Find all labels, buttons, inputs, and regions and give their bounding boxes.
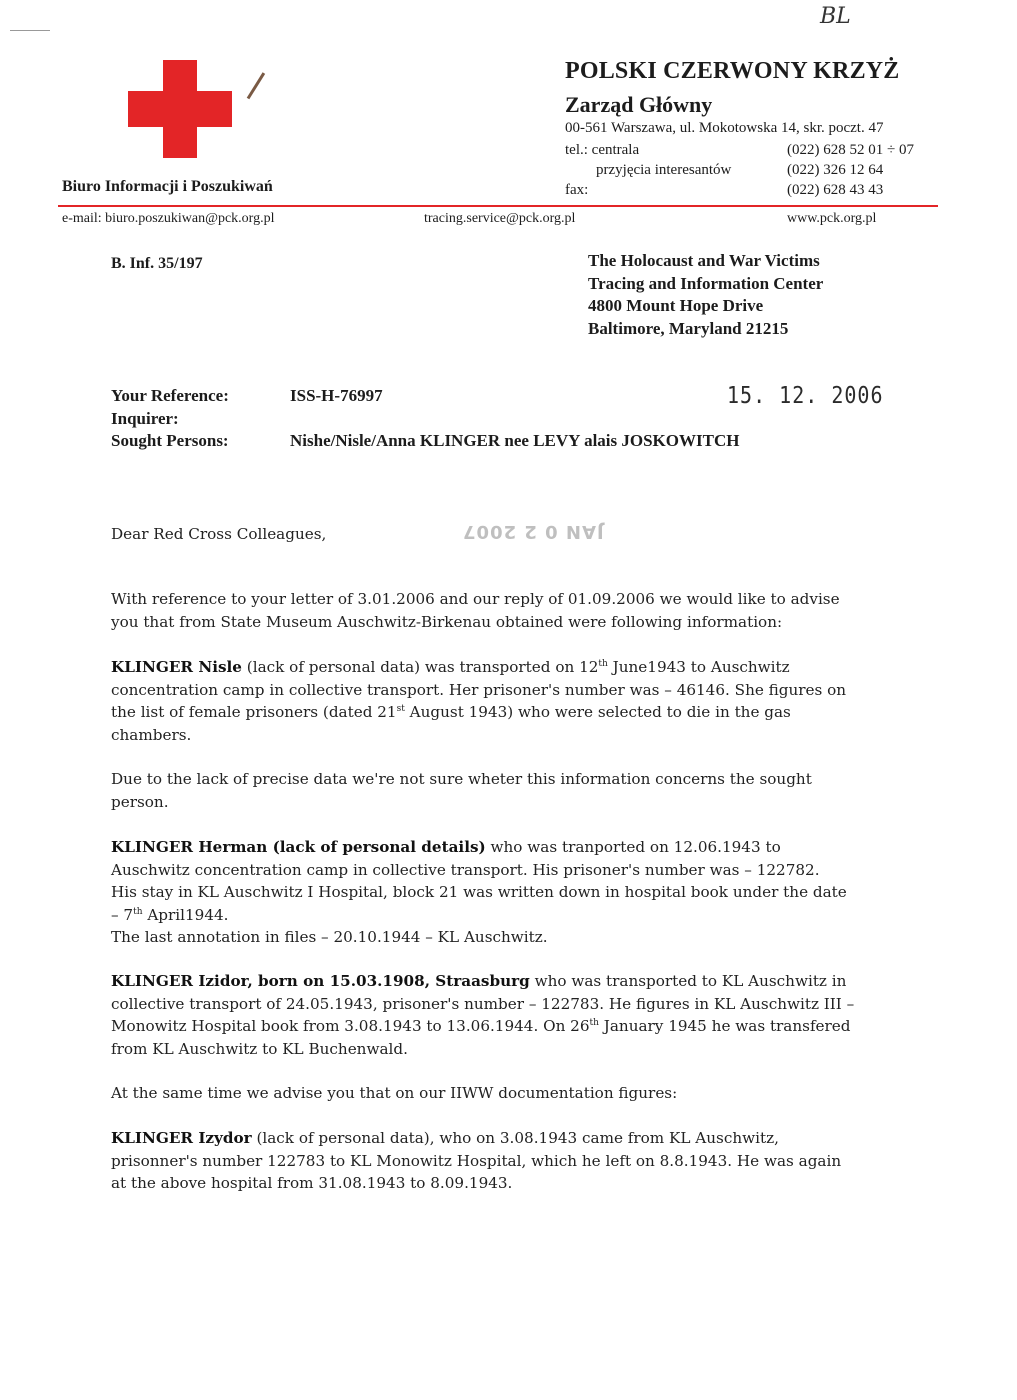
department-name: Zarząd Główny	[565, 92, 713, 117]
text-span: April1944.	[142, 905, 229, 924]
sought-persons-value: Nishe/Nisle/Anna KLINGER nee LEVY alais JOSKOWITCH	[290, 431, 740, 450]
website: www.pck.org.pl	[787, 211, 877, 226]
paragraph-klinger-izidor	[111, 970, 876, 1060]
letter-reference-number: B. Inf. 35/197	[111, 255, 203, 272]
ordinal-suffix: st	[396, 704, 405, 715]
text-line	[111, 970, 876, 993]
person-name: KLINGER Herman (lack of personal details)	[111, 838, 486, 856]
text-line	[111, 836, 876, 859]
text-line: concentration camp in collective transport. Her prisoner's number was – 46146. She figures on	[111, 680, 847, 699]
tracing-email: tracing.service@pck.org.pl	[424, 211, 576, 226]
recipient-line: 4800 Mount Hope Drive	[588, 296, 764, 315]
text-span: who was tranported on 12.06.1943 to	[485, 838, 781, 856]
recipient-line: Baltimore, Maryland 21215	[588, 318, 789, 338]
your-reference-label: Your Reference:	[111, 386, 229, 405]
ordinal-suffix: th	[133, 906, 143, 917]
postal-address: 00-561 Warszawa, ul. Mokotowska 14, skr. poczt. 47	[565, 120, 884, 136]
text-line: from KL Auschwitz to KL Buchenwald.	[111, 1039, 408, 1058]
logo-pen-stroke	[247, 72, 265, 99]
text-span: (lack of personal data) was transported on 12	[246, 658, 599, 676]
text-line: With reference to your letter of 3.01.2006 and our reply of 01.09.2006 we would like to advise	[111, 590, 840, 608]
contact-value-visitors: (022) 326 12 64	[787, 162, 884, 178]
text-span: Monowitz Hospital book from 3.08.1943 to 13.06.1944. On 26	[111, 1017, 590, 1036]
ordinal-suffix: th	[589, 1018, 599, 1029]
organization-name: POLSKI CZERWONY KRZYŻ	[565, 58, 900, 84]
person-name: KLINGER Nisle	[111, 658, 242, 676]
text-line	[111, 1015, 876, 1038]
paragraph-klinger-herman	[111, 836, 876, 949]
text-line: prisonner's number 122783 to KL Monowitz Hospital, which he left on 8.8.1943. He was again	[111, 1151, 842, 1170]
text-line: His stay in KL Auschwitz I Hospital, block 21 was written down in hospital book under the date	[111, 883, 847, 902]
text-line: The last annotation in files – 20.10.1944 – KL Auschwitz.	[111, 928, 548, 947]
text-span: January 1945 he was transfered	[598, 1017, 851, 1036]
received-stamp: JAN 0 2 2007	[462, 521, 604, 542]
scan-edge-mark	[10, 30, 50, 31]
recipient-line: Tracing and Information Center	[588, 273, 824, 293]
text-span: who was transported to KL Auschwitz in	[529, 972, 847, 990]
paragraph-klinger-izydor	[111, 1127, 876, 1195]
text-line: At the same time we advise you that on our IIWW documentation figures:	[111, 1084, 678, 1102]
paragraph-uncertainty	[111, 768, 876, 813]
paragraph-documentation	[111, 1082, 876, 1105]
text-line: Due to the lack of precise data we're not sure wheter this information concerns the sought	[111, 770, 812, 788]
contact-value-fax: (022) 628 43 43	[787, 182, 884, 198]
text-line: person.	[111, 792, 169, 811]
margin-handwritten-mark: BL	[820, 4, 851, 29]
letterhead-divider	[58, 205, 938, 207]
your-reference-value: ISS-H-76997	[290, 386, 383, 405]
date-stamp: 15. 12. 2006	[727, 381, 884, 409]
text-line: collective transport of 24.05.1943, prisoner's number – 122783. He figures in KL Auschwitz III –	[111, 994, 855, 1013]
person-name: KLINGER Izidor, born on 15.03.1908, Straasburg	[111, 972, 530, 990]
text-line	[111, 904, 876, 927]
email-address: e-mail: biuro.poszukiwan@pck.org.pl	[62, 211, 275, 226]
inquirer-label: Inquirer:	[111, 409, 179, 428]
text-span: August 1943) who were selected to die in the gas	[404, 703, 791, 722]
salutation: Dear Red Cross Colleagues,	[111, 525, 327, 543]
text-span: – 7	[111, 905, 134, 924]
red-cross-logo-horizontal	[128, 91, 232, 127]
contact-label-visitors: przyjęcia interesantów	[596, 162, 732, 178]
text-span: June1943 to Auschwitz	[607, 658, 790, 676]
sought-persons-label: Sought Persons:	[111, 431, 229, 450]
office-name: Biuro Informacji i Poszukiwań	[62, 178, 273, 195]
person-name: KLINGER Izydor	[111, 1129, 252, 1147]
recipient-line: The Holocaust and War Victims	[588, 251, 820, 270]
text-line: you that from State Museum Auschwitz-Birkenau obtained were following information:	[111, 612, 783, 631]
text-line	[111, 701, 876, 724]
text-line	[111, 1127, 876, 1150]
text-line: chambers.	[111, 725, 192, 744]
text-line: at the above hospital from 31.08.1943 to 8.09.1943.	[111, 1174, 513, 1193]
paragraph-klinger-nisle	[111, 656, 876, 746]
text-line: Auschwitz concentration camp in collective transport. His prisoner's number was – 122782.	[111, 860, 820, 879]
text-line	[111, 656, 876, 679]
text-span: the list of female prisoners (dated 21	[111, 703, 397, 722]
contact-label-switchboard: tel.: centrala	[565, 142, 640, 158]
text-span: (lack of personal data), who on 3.08.1943 came from KL Auschwitz,	[251, 1129, 779, 1147]
recipient-address	[588, 250, 823, 340]
intro-paragraph	[111, 588, 876, 633]
ordinal-suffix: th	[598, 658, 608, 669]
contact-value-switchboard: (022) 628 52 01 ÷ 07	[787, 142, 914, 158]
contact-label-fax: fax:	[565, 182, 589, 198]
